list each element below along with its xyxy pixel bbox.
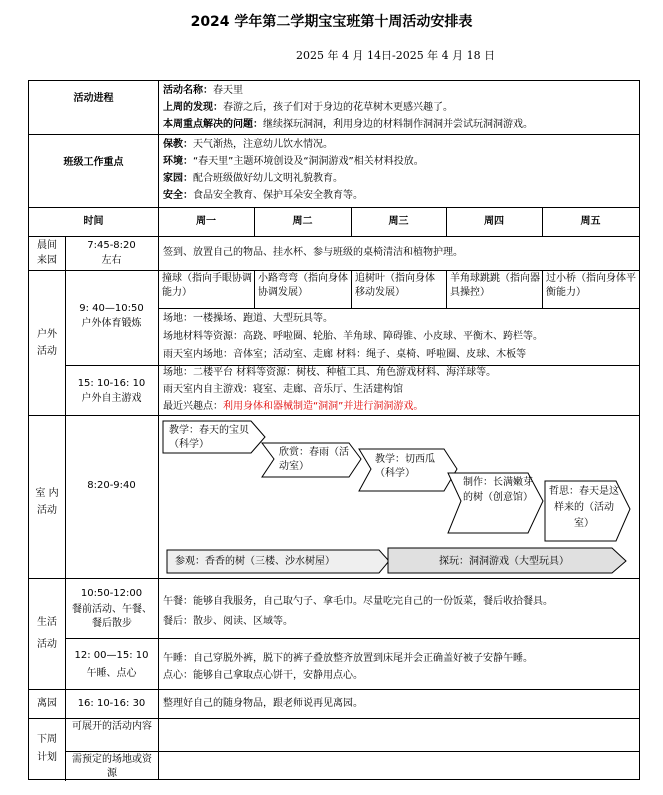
arrival-time-note: 左右 [101,255,122,266]
after-lunch-detail: 餐后：散步、阅读、区域等。 [163,616,293,627]
outdoor-label: 户外 [37,329,57,340]
schedule-table [28,80,640,780]
work-item: 环境：“春天里”主题环境创设及“洞洞游戏”相关材料投放。 [163,156,424,167]
lunch-name: 餐前活动、午餐、餐后散步 [72,604,152,629]
time-header: 时间 [83,216,104,227]
sports-rainy: 雨天室内场地：音体室；活动室、走廊 材料：绳子、桌椅、呼啦圈、皮球、木板等 [163,349,527,360]
indoor-step: 哲思：春天是这样来的（活动室） [549,486,619,529]
indoor-label: 活动 [37,505,57,516]
indoor-step: 教学：春天的宝贝（科学） [169,425,249,450]
sports-name: 户外体育锻炼 [81,318,142,329]
sports-game: 过小桥（指向身体平衡能力） [546,273,636,298]
arrival-time: 7:45-8:20 [87,240,136,251]
sports-time: 9: 40—10:50 [79,303,144,314]
nap-name: 午睡、点心 [86,668,137,679]
sports-game: 追树叶（指向身体移动发展） [355,273,435,298]
work-item: 安全：食品安全教育、保护耳朵安全教育等。 [163,190,363,201]
day-header: 周一 [196,216,216,227]
next-activities-label: 可展开的活动内容 [72,721,152,732]
leave-time: 16: 10-16: 30 [77,698,146,709]
day-header: 周四 [484,216,504,227]
recent-interest: 最近兴趣点：利用身体和器械制造“洞洞”并进行洞洞游戏。 [163,401,424,412]
sports-game: 小路弯弯（指向身体协调发展） [258,273,348,298]
weekly-focus: 本周重点解决的问题：继续探玩洞洞，利用身边的材料制作洞洞并尝试玩洞洞游戏。 [163,119,533,130]
indoor-step: 教学：切西瓜（科学） [375,454,435,479]
free-play-name: 户外自主游戏 [81,393,142,404]
progress-label: 活动进程 [73,93,114,104]
sports-game: 撞球（指向手眼协调能力） [162,273,252,298]
leave-content: 整理好自己的随身物品，跟老师说再见离园。 [163,698,363,709]
next-resources-label: 需预定的场地或资源 [72,754,152,779]
indoor-label: 室 内 [35,488,59,499]
sports-game: 羊角球跳跳（指向器具操控） [450,273,540,298]
work-item: 保教：天气渐热，注意幼儿饮水情况。 [163,139,333,150]
outdoor-label: 活动 [37,346,57,357]
activity-name: 活动名称：春天里 [163,85,243,96]
next-week-label: 下周 [37,734,57,745]
day-header: 周三 [388,216,409,227]
arrival-label: 晨间 [37,240,57,251]
life-label: 生活 [37,617,57,628]
sports-resources: 场地材料等资源：高跷、呼啦圈、轮胎、羊角球、障碍锥、小皮球、平衡木、跨栏等。 [163,331,543,342]
free-play-time: 15: 10-16: 10 [77,378,146,389]
lunch-detail: 午餐：能够自我服务，自己取勺子、拿毛巾。尽量吃完自己的一份饭菜，餐后收拾餐具。 [163,596,553,607]
work-focus-label: 班级工作重点 [63,157,124,168]
next-week-label: 计划 [37,752,57,763]
leave-label: 离园 [37,698,57,709]
indoor-step: 制作：长满嫩芽的树（创意馆） [463,477,533,503]
lunch-time: 10:50-12:00 [80,588,143,599]
page-title: 2024 学年第二学期宝宝班第十周活动安排表 [190,14,473,30]
arrival-content: 签到、放置自己的物品、挂水杯、参与班级的桌椅清洁和植物护理。 [163,247,463,258]
nap-time: 12: 00—15: 10 [74,650,149,661]
arrival-label: 来园 [37,255,57,266]
work-item: 家园：配合班级做好幼儿文明礼貌教育。 [163,173,343,184]
free-play-rainy: 雨天室内自主游戏：寝室、走廊、音乐厅、生活建构馆 [163,384,403,395]
free-play-venue: 场地：二楼平台 材料等资源：树枝、种植工具、角色游戏材料、海洋球等。 [163,367,497,378]
life-label: 活动 [37,639,57,650]
day-header: 周二 [292,216,313,227]
snack-detail: 点心：能够自己拿取点心饼干，安静用点心。 [163,670,363,681]
nap-detail: 午睡：自己穿脱外裤，脱下的裤子叠放整齐放置到床尾并会正确盖好被子安静午睡。 [163,653,533,664]
sports-venue: 场地：一楼操场、跑道、大型玩具等。 [163,313,333,324]
indoor-explore: 探玩：洞洞游戏（大型玩具） [439,556,569,567]
indoor-visit: 参观：香香的树（三楼、沙水树屋） [175,556,335,567]
indoor-time: 8:20-9:40 [87,480,136,491]
day-header: 周五 [580,216,601,227]
last-week-discovery: 上周的发现：春游之后，孩子们对于身边的花草树木更感兴趣了。 [163,102,453,113]
indoor-step: 欣赏：春雨（活动室） [279,447,349,472]
date-range: 2025 年 4 月 14日-2025 年 4 月 18 日 [296,49,496,62]
